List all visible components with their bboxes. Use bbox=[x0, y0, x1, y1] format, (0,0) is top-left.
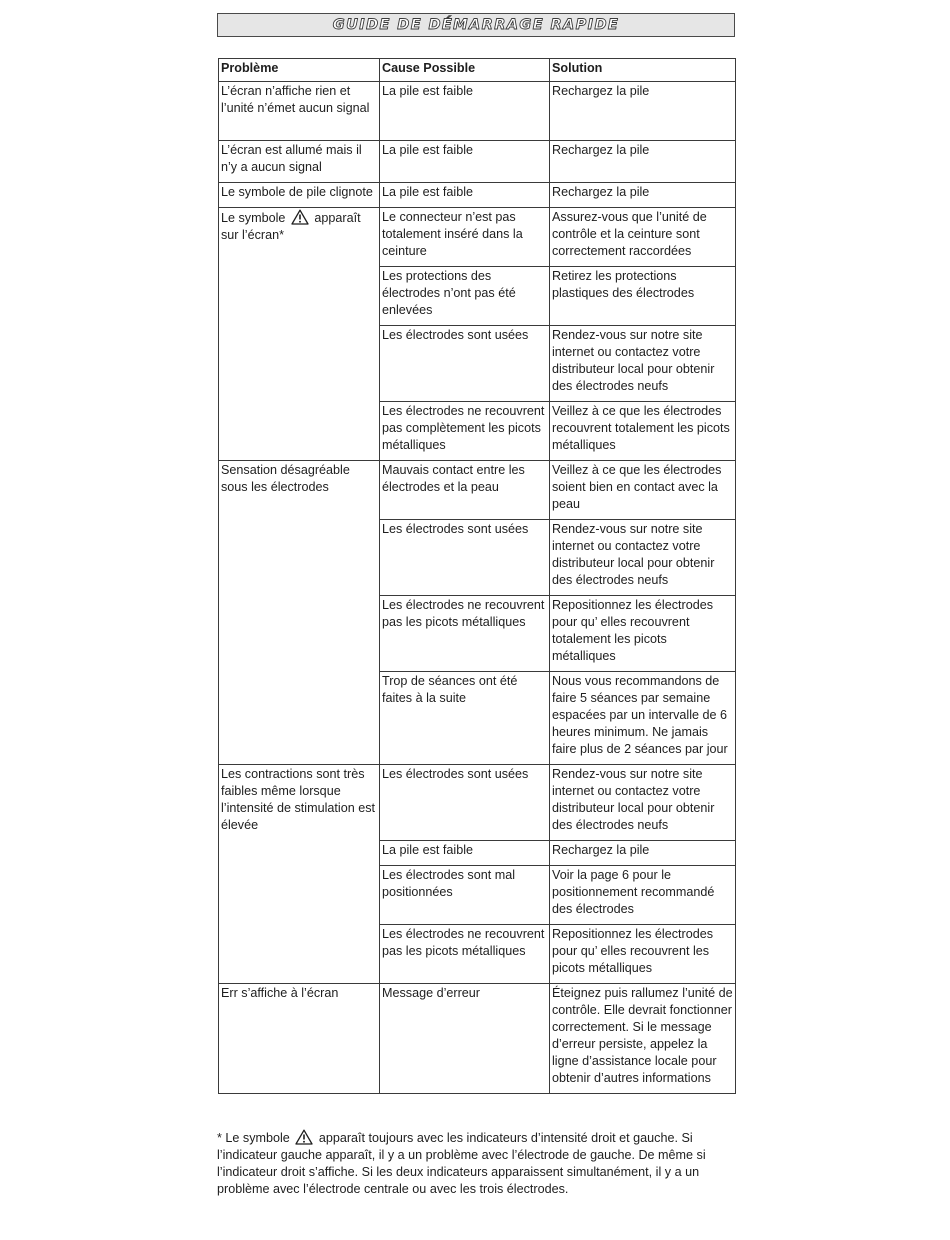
cause-cell: Les électrodes sont usées bbox=[380, 765, 550, 841]
solution-cell: Rechargez la pile bbox=[550, 841, 736, 866]
cause-cell: Message d’erreur bbox=[380, 984, 550, 1094]
cause-cell: Mauvais contact entre les électrodes et la peau bbox=[380, 461, 550, 520]
troubleshooting-table bbox=[218, 58, 736, 1094]
solution-cell: Assurez-vous que l’unité de contrôle et la ceinture sont correctement raccordées bbox=[550, 208, 736, 267]
solution-cell: Rechargez la pile bbox=[550, 141, 736, 183]
solution-cell: Éteignez puis rallumez l’unité de contrôle. Elle devrait fonctionner correctement. Si le message d’erreur persiste, appelez la ligne d’assistance locale pour obtenir d’autres informations bbox=[550, 984, 736, 1094]
cause-cell: Les électrodes sont mal positionnées bbox=[380, 866, 550, 925]
cause-cell: Le connecteur n’est pas totalement inséré dans la ceinture bbox=[380, 208, 550, 267]
cause-cell: La pile est faible bbox=[380, 841, 550, 866]
problem-cell: L’écran n’affiche rien et l’unité n’émet aucun signal bbox=[219, 82, 380, 141]
table-row bbox=[219, 984, 736, 1094]
solution-cell: Nous vous recommandons de faire 5 séances par semaine espacées par un intervalle de 6 heures minimum. Ne jamais faire plus de 2 séances par jour bbox=[550, 672, 736, 765]
solution-cell: Veillez à ce que les électrodes soient bien en contact avec la peau bbox=[550, 461, 736, 520]
problem-text-before: Le symbole bbox=[221, 211, 286, 225]
cause-cell: Trop de séances ont été faites à la suite bbox=[380, 672, 550, 765]
solution-cell: Rendez-vous sur notre site internet ou contactez votre distributeur local pour obtenir des électrodes neufs bbox=[550, 765, 736, 841]
page-title: GUIDE DE DÉMARRAGE RAPIDE bbox=[332, 17, 620, 33]
solution-cell: Veillez à ce que les électrodes recouvrent totalement les picots métalliques bbox=[550, 402, 736, 461]
cause-cell: Les protections des électrodes n’ont pas été enlevées bbox=[380, 267, 550, 326]
table-row bbox=[219, 183, 736, 208]
solution-cell: Retirez les protections plastiques des électrodes bbox=[550, 267, 736, 326]
footnote bbox=[217, 1129, 735, 1198]
problem-text-after: apparaît sur l’écran* bbox=[221, 211, 361, 242]
solution-cell: Repositionnez les électrodes pour qu’ elles recouvrent totalement les picots métalliques bbox=[550, 596, 736, 672]
cause-cell: Les électrodes ne recouvrent pas les picots métalliques bbox=[380, 596, 550, 672]
solution-cell: Rechargez la pile bbox=[550, 183, 736, 208]
solution-cell: Rendez-vous sur notre site internet ou contactez votre distributeur local pour obtenir des électrodes neufs bbox=[550, 326, 736, 402]
solution-cell: Rendez-vous sur notre site internet ou contactez votre distributeur local pour obtenir des électrodes neufs bbox=[550, 520, 736, 596]
problem-cell: Les contractions sont très faibles même lorsque l’intensité de stimulation est élevée bbox=[219, 765, 380, 984]
header-solution: Solution bbox=[550, 59, 736, 82]
problem-cell: Sensation désagréable sous les électrodes bbox=[219, 461, 380, 765]
cause-cell: La pile est faible bbox=[380, 82, 550, 141]
solution-cell: Repositionnez les électrodes pour qu’ elles recouvrent les picots métalliques bbox=[550, 925, 736, 984]
header-problem: Problème bbox=[219, 59, 380, 82]
table-row bbox=[219, 141, 736, 183]
problem-cell bbox=[219, 208, 380, 461]
table-row bbox=[219, 461, 736, 520]
cause-cell: Les électrodes sont usées bbox=[380, 326, 550, 402]
solution-cell: Rechargez la pile bbox=[550, 82, 736, 141]
problem-cell: Le symbole de pile clignote bbox=[219, 183, 380, 208]
solution-cell: Voir la page 6 pour le positionnement recommandé des électrodes bbox=[550, 866, 736, 925]
table-row bbox=[219, 82, 736, 141]
table-row bbox=[219, 208, 736, 267]
footnote-text-before: * Le symbole bbox=[217, 1131, 290, 1145]
problem-cell: L’écran est allumé mais il n’y a aucun signal bbox=[219, 141, 380, 183]
cause-cell: La pile est faible bbox=[380, 141, 550, 183]
table-header-row bbox=[219, 59, 736, 82]
warning-triangle-icon bbox=[291, 209, 309, 225]
cause-cell: Les électrodes ne recouvrent pas les picots métalliques bbox=[380, 925, 550, 984]
warning-triangle-icon bbox=[295, 1129, 313, 1145]
cause-cell: La pile est faible bbox=[380, 183, 550, 208]
problem-cell: Err s’affiche à l’écran bbox=[219, 984, 380, 1094]
document-page bbox=[217, 13, 735, 1196]
header-cause: Cause Possible bbox=[380, 59, 550, 82]
title-banner bbox=[217, 13, 735, 37]
footnote-text-after: apparaît toujours avec les indicateurs d’intensité droit et gauche. Si l’indicateur gauche apparaît, il y a un problème avec l’électrode de gauche. De même si l’indicateur droit s’affiche. Si les deux indicateurs apparaissent simultanément, il y a un problème avec l’électrode centrale ou avec les trois électrodes. bbox=[217, 1131, 706, 1196]
table-row bbox=[219, 765, 736, 841]
cause-cell: Les électrodes ne recouvrent pas complètement les picots métalliques bbox=[380, 402, 550, 461]
cause-cell: Les électrodes sont usées bbox=[380, 520, 550, 596]
